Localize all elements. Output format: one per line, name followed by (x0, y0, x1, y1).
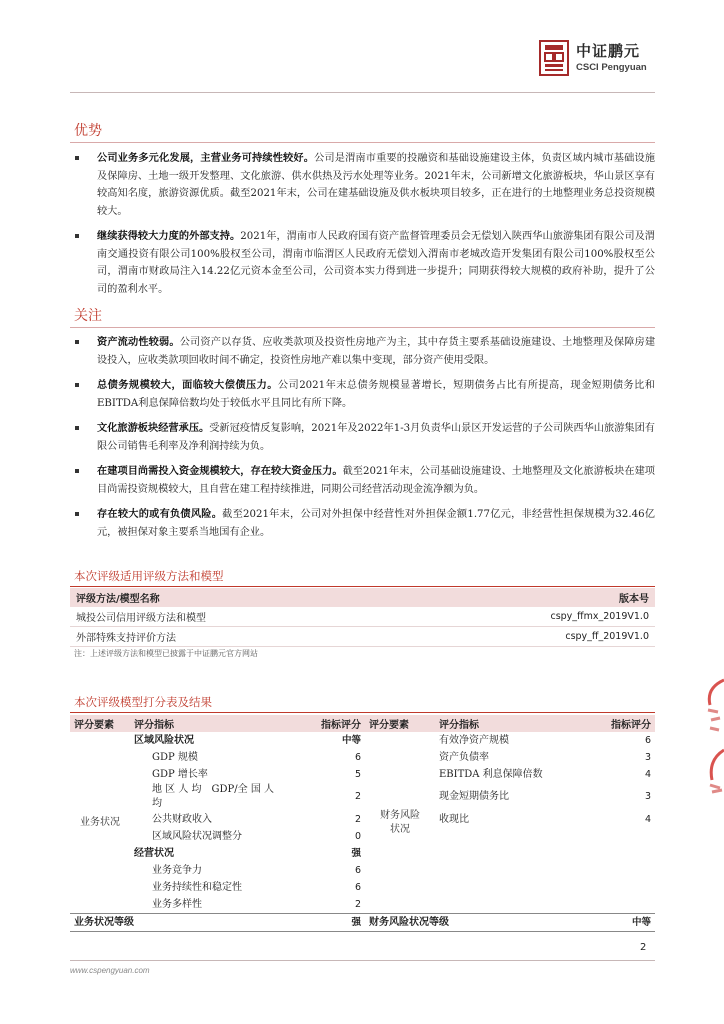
financial-level-label: 财务风险状况等级 (365, 914, 585, 932)
indicator-score: 强 (351, 847, 361, 859)
concerns-divider (70, 327, 655, 328)
indicator-label: 地 区 人 均 GDP/全 国 人 均 (152, 784, 274, 809)
bullet-icon (75, 469, 79, 473)
methods-title: 本次评级适用评级方法和模型 (74, 569, 224, 583)
header-element: 评分要素 (70, 715, 130, 732)
method-version: cspy_ff_2019V1.0 (399, 627, 655, 647)
methods-divider (70, 586, 655, 587)
scores-header-row (70, 715, 655, 732)
indicator-score: 6 (644, 734, 651, 746)
header-indicator: 评分指标 (130, 715, 290, 732)
strengths-title: 优势 (74, 123, 102, 139)
table-row (70, 627, 655, 647)
concerns-title: 关注 (74, 308, 102, 324)
strength-item: 继续获得较大力度的外部支持。2021年，渭南市人民政府国有资产监督管理委员会无偿划入陕西华山旅游集团有限公司及渭南交通投资有限公司100%股权至公司，渭南市临渭区人民政府无偿划入渭南市老城改造开发集团有限公司100%股权至公司，渭南市财政局注入14.22亿元资本金至公司，公司资本实力得到进一步提升；同期获得较大规模的政府补助，提升了公司的盈利水平。 (70, 228, 655, 298)
page-number: 2 (640, 942, 647, 953)
business-group-label: 业务状况 (80, 816, 120, 828)
concern-item: 文化旅游板块经营承压。受新冠疫情反复影响，2021年及2022年1-3月负责华山景区开发运营的子公司陕西华山旅游集团有限公司销售毛利率及净利润持续为负。 (70, 420, 655, 455)
scores-title: 本次评级模型打分表及结果 (74, 695, 212, 709)
website-link[interactable]: www.cspengyuan.com (70, 966, 150, 975)
bullet-icon (75, 383, 79, 387)
concern-item: 在建项目尚需投入资金规模较大，存在较大资金压力。截至2021年末，公司基础设施建设、土地整理及文化旅游板块在建项目尚需投资规模较大，且自营在建工程持续推进，同期公司经营活动现金流净额为负。 (70, 463, 655, 498)
indicator-label: 业务竞争力 (152, 864, 202, 876)
indicator-label: 区域风险状况调整分 (152, 830, 242, 842)
indicator-label: EBITDA 利息保障倍数 (439, 768, 543, 780)
concern-item: 总债务规模较大，面临较大偿债压力。公司2021年末总债务规模显著增长，短期债务占比有所提高，现金短期债务比和EBITDA利息保障倍数均处于较低水平且同比有所下降。 (70, 377, 655, 412)
indicator-score: 2 (354, 791, 361, 802)
footer-divider (70, 960, 655, 961)
indicator-label: 业务多样性 (152, 898, 202, 910)
financial-group-label: 财务风险状况 (380, 809, 420, 835)
indicator-label: 经营状况 (134, 847, 174, 859)
logo-text-cn: 中证鹏元 (576, 42, 641, 60)
business-level-label: 业务状况等级 (70, 914, 290, 932)
method-name: 外部特殊支持评价方法 (70, 627, 399, 647)
concern-item: 存在较大的或有负债风险。截至2021年末，公司对外担保中经营性对外担保金额1.77亿元，非经营性担保规模为32.46亿元，被担保对象主要系当地国有企业。 (70, 506, 655, 541)
table-row (70, 862, 655, 879)
indicator-score: 3 (644, 751, 651, 763)
indicator-score: 2 (354, 813, 361, 825)
indicator-score: 6 (354, 881, 361, 893)
indicator-label: 现金短期债务比 (439, 791, 509, 802)
header-element-2: 评分要素 (365, 715, 435, 732)
header-indicator-2: 评分指标 (435, 715, 585, 732)
header-divider (70, 92, 655, 93)
bullet-icon (75, 156, 79, 160)
indicator-label: GDP 增长率 (152, 768, 208, 780)
business-level-value: 强 (290, 914, 365, 932)
table-row (70, 811, 655, 828)
logo-seal-icon (538, 40, 570, 76)
table-row (70, 607, 655, 627)
indicator-label: 公共财政收入 (152, 813, 212, 825)
strengths-divider (70, 142, 655, 143)
scores-table (70, 715, 655, 932)
indicator-score: 3 (644, 791, 651, 802)
indicator-label: 收现比 (439, 813, 469, 825)
table-row (70, 828, 655, 845)
header-score-2: 指标评分 (585, 715, 655, 732)
indicator-score: 中等 (341, 734, 361, 746)
concern-item: 资产流动性较弱。公司资产以存货、应收类款项及投资性房地产为主，其中存货主要系基础设施建设、土地整理及保障房建设投入，应收类款项回收时间不确定，投资性房地产难以集中变现，部分资产使用受限。 (70, 334, 655, 369)
table-row (70, 766, 655, 783)
indicator-score: 5 (354, 768, 361, 780)
financial-level-value: 中等 (585, 914, 655, 932)
method-name: 城投公司信用评级方法和模型 (70, 607, 399, 627)
bullet-icon (75, 234, 79, 238)
table-row (70, 845, 655, 862)
indicator-label: 资产负债率 (439, 751, 489, 763)
header-score: 指标评分 (290, 715, 365, 732)
indicator-score: 4 (644, 813, 651, 825)
bullet-icon (75, 512, 79, 516)
methods-note: 注：上述评级方法和模型已披露于中证鹏元官方网站 (74, 649, 258, 658)
indicator-label: GDP 规模 (152, 751, 198, 763)
indicator-score: 6 (354, 751, 361, 763)
bullet-icon (75, 426, 79, 430)
scores-footer-row (70, 914, 655, 932)
methods-header-row (70, 588, 655, 607)
indicator-score: 0 (354, 830, 361, 842)
indicator-label: 有效净资产规模 (439, 734, 509, 746)
bullet-icon (75, 340, 79, 344)
strengths-list (70, 150, 655, 298)
indicator-score: 6 (354, 864, 361, 876)
indicator-score: 2 (354, 898, 361, 910)
methods-header-name: 评级方法/模型名称 (70, 588, 399, 607)
table-row (70, 749, 655, 766)
table-row (70, 732, 655, 749)
logo-text-en: CSCI Pengyuan (576, 62, 647, 73)
indicator-label: 区域风险状况 (134, 734, 194, 746)
indicator-score: 4 (644, 768, 651, 780)
table-row (70, 879, 655, 896)
strength-item: 公司业务多元化发展，主营业务可持续性较好。公司是渭南市重要的投融资和基础设施建设主体，负责区域内城市基础设施及保障房、土地一级开发整理、文化旅游、供水供热及污水处理等业务。2021年末，公司新增文化旅游板块，华山景区享有较高知名度，旅游资源优质。截至2021年末，公司在建基础设施及供水板块项目较多，正在进行的土地整理业务总投资规模较大。 (70, 150, 655, 220)
table-row (70, 896, 655, 914)
table-row (70, 783, 655, 811)
seal-stamp-icon (702, 640, 724, 810)
company-logo (538, 40, 678, 80)
scores-divider (70, 712, 655, 713)
method-version: cspy_ffmx_2019V1.0 (399, 607, 655, 627)
concerns-list (70, 334, 655, 541)
methods-header-version: 版本号 (399, 588, 655, 607)
methods-table (70, 588, 655, 647)
indicator-label: 业务持续性和稳定性 (152, 881, 242, 893)
